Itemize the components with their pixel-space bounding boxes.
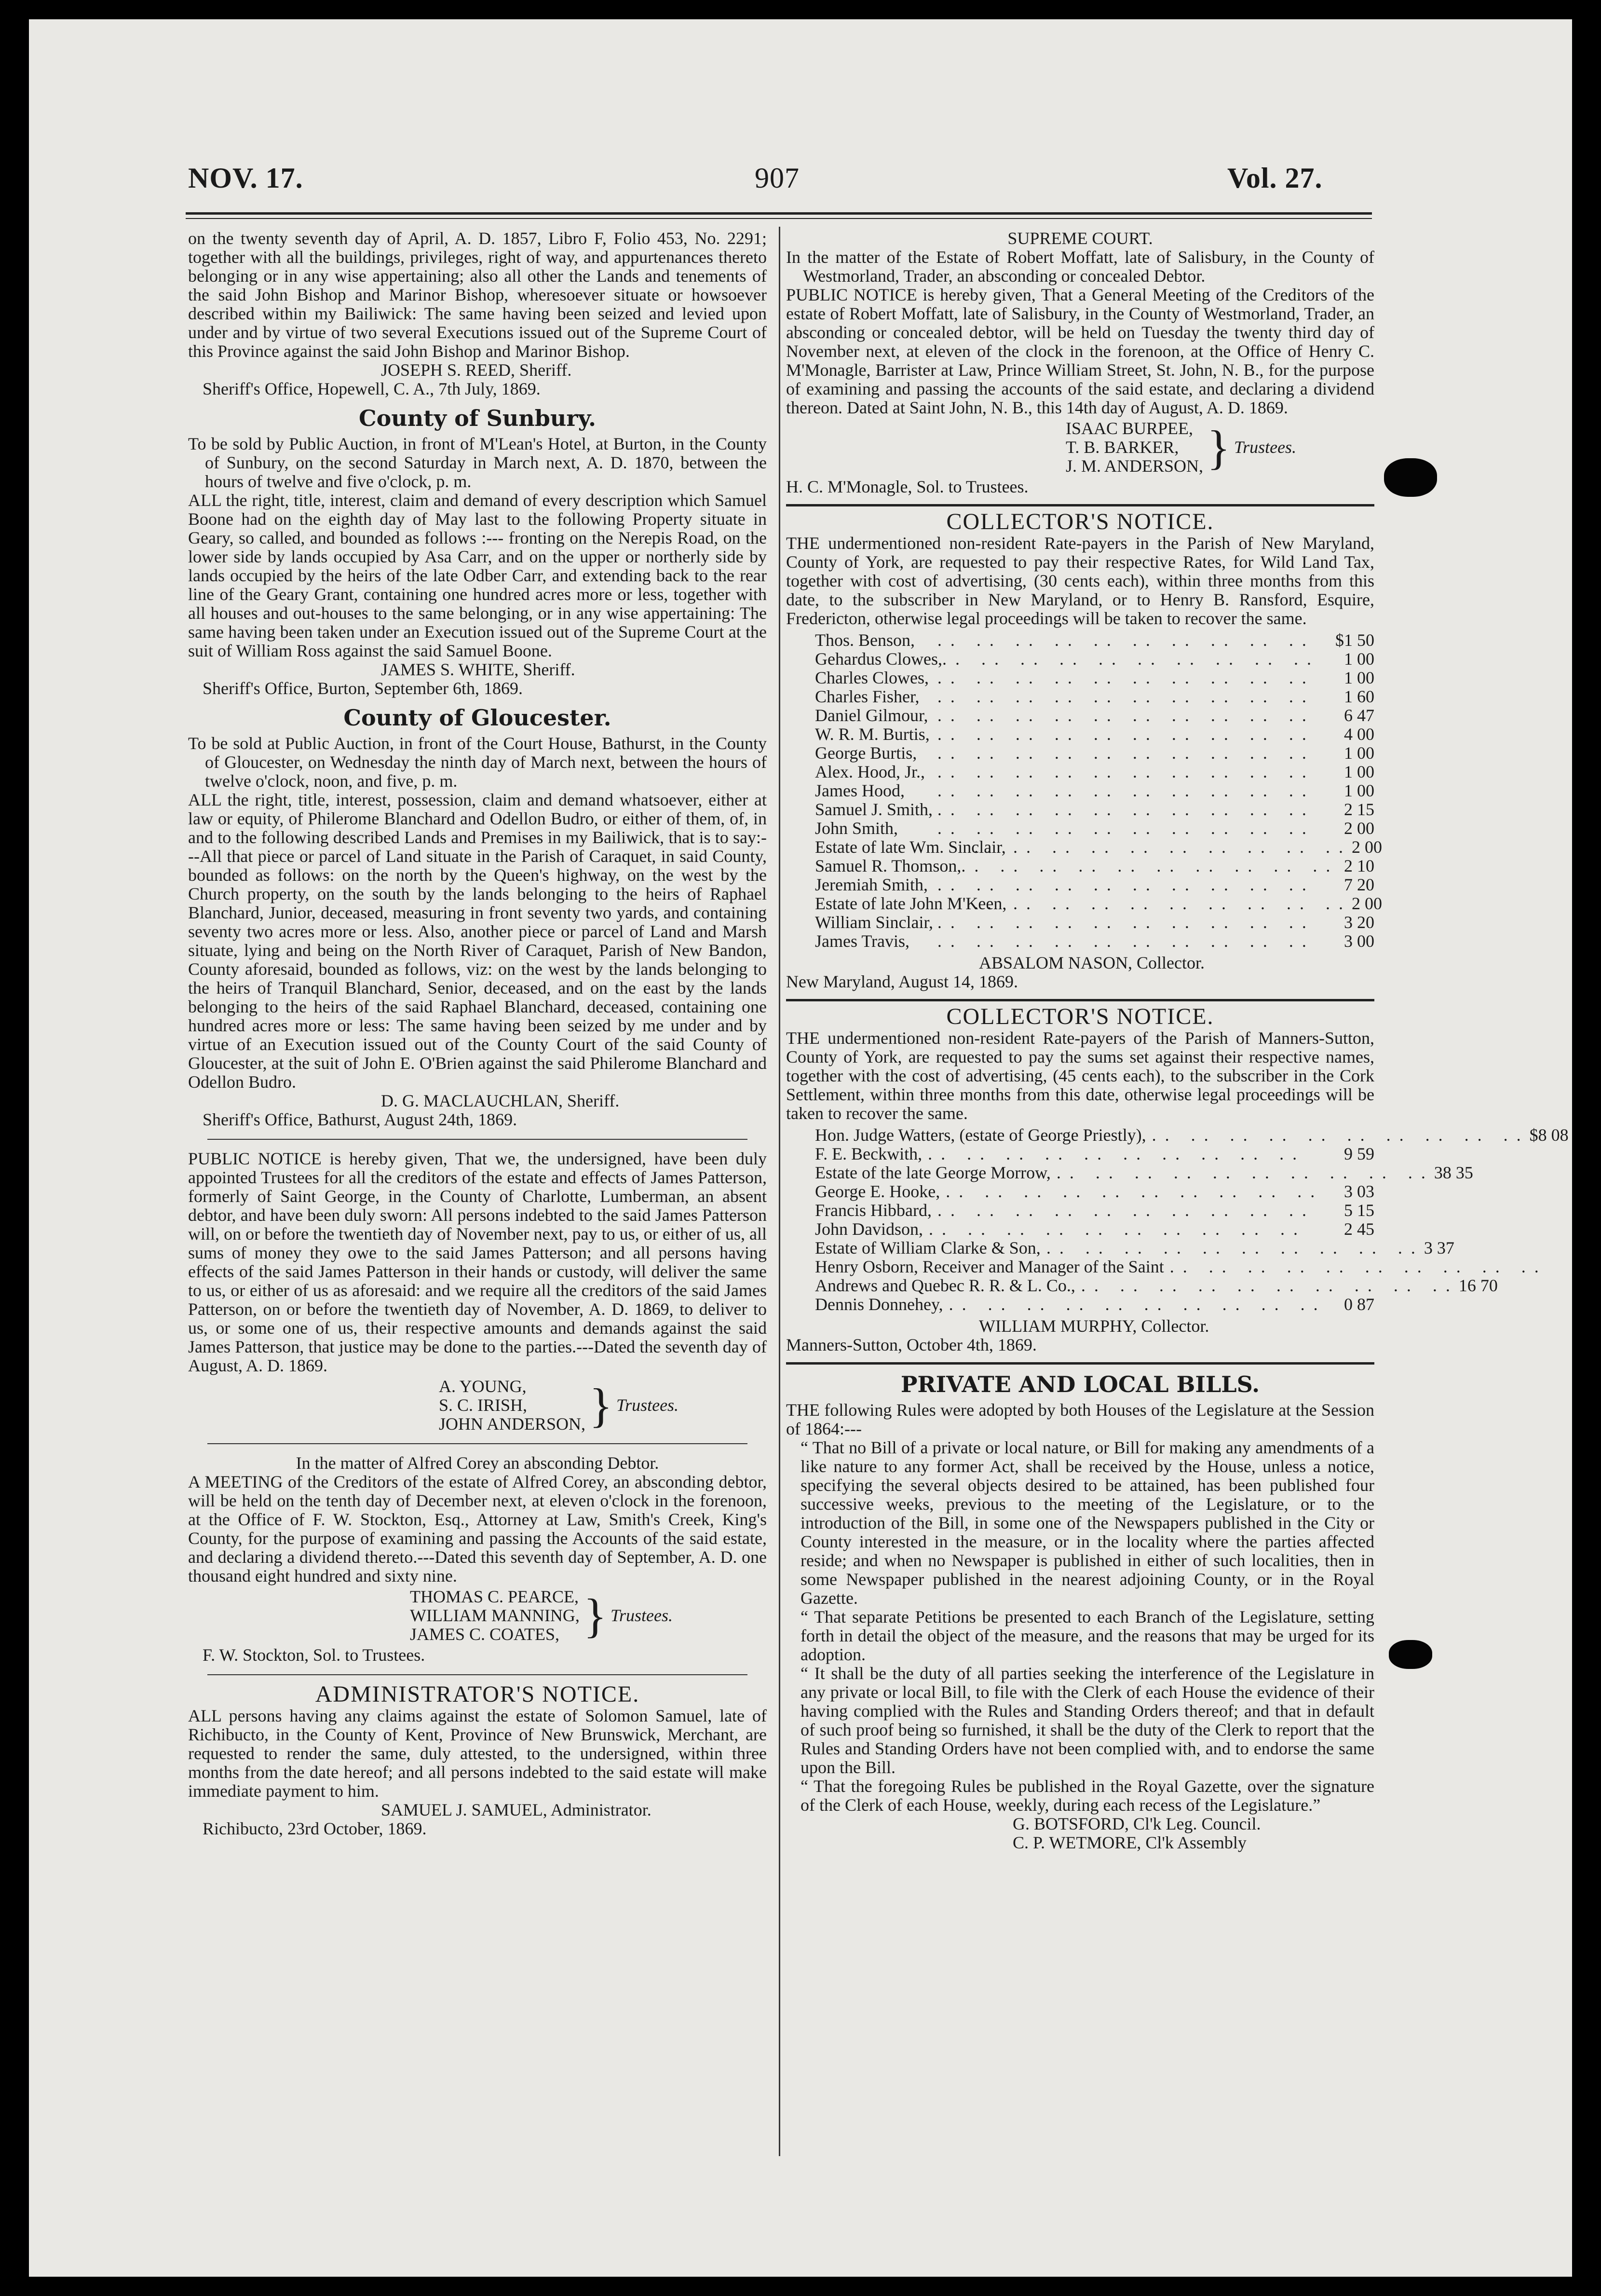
ratepayer-row (815, 763, 1374, 781)
ratepayer-name: John Davidson, (815, 1219, 923, 1239)
ratepayer-row (815, 875, 1374, 894)
rate-amount: 38 35 (1434, 1163, 1473, 1182)
administrator-heading: ADMINISTRATOR'S NOTICE. (315, 1681, 640, 1707)
ratepayer-name: Gehardus Clowes, (815, 649, 942, 669)
leader-dots: .. .. .. .. .. .. .. .. .. .. (937, 913, 1315, 932)
separator (786, 999, 1374, 1001)
bishop-notice-text: on the twenty seventh day of April, A. D. 1857, Libro F, Folio 453, No. 2291; together with all the buildings, privileges, right of way, and appurtenances thereto belonging or in any wise appertaining; also all other the Lands and tenements of the said John Bishop and Marinor Bishop, wheresoever situate or howsoever described within my Bailiwick: The same having been seized and levied upon under and by virtue of two several Executions issued out of the Supreme Court of this Province against the said John Bishop and Marinor Bishop. (188, 229, 767, 361)
trustee-name: T. B. BARKER, (1066, 437, 1179, 457)
trustees-label: Trustees. (1234, 437, 1297, 457)
bills-rule-3: “ It shall be the duty of all parties seeking the interference of the Legislature in any private or local Bill, to file with the Clerk of each House the evidence of their having complied with the Rules and Standing Orders thereof; and that in default of such proof being so furnished, it shall be the duty of the Clerk to report that the Rules and Standing Orders have not been complied with, and to endorse the same upon the Bill. (800, 1664, 1374, 1777)
leader-dots: .. .. .. .. .. .. .. .. .. .. (961, 856, 1339, 875)
rate-amount: 4 00 (1344, 724, 1374, 744)
sunbury-heading: County of Sunbury. (358, 405, 597, 431)
ratepayer-row (815, 913, 1374, 932)
ratepayer-row (815, 1276, 1498, 1295)
separator (207, 1674, 747, 1675)
ratepayer-row (815, 1295, 1374, 1314)
ratepayer-list-1 (815, 630, 1382, 951)
ratepayer-name: W. R. M. Burtis, (815, 724, 930, 744)
leader-dots: .. .. .. .. .. .. .. .. .. .. (929, 1219, 1306, 1239)
rate-amount: 1 60 (1344, 687, 1374, 706)
leader-dots: .. .. .. .. .. .. .. .. .. .. (937, 1201, 1315, 1220)
collector-notice-1: THE undermentioned non-resident Rate-payers in the Parish of New Maryland, County of York, are requested to pay their respective Rates, for Wild Land Tax, together with cost of advertising, (30 cents each), within three months from this date, to the subscriber in New Maryland, or to Henry B. Ransford, Esquire, Fredericton, otherwise legal proceedings will be taken to recover the same. (786, 533, 1374, 628)
botsford-signature: G. BOTSFORD, Cl'k Leg. Council. (1013, 1814, 1261, 1833)
brace: } (1207, 420, 1231, 474)
ratepayer-name: James Travis, (815, 931, 910, 951)
ratepayer-name: Alex. Hood, Jr., (815, 762, 925, 781)
rate-amount: 2 15 (1344, 800, 1374, 819)
leader-dots: .. .. .. .. .. .. .. .. .. .. (1046, 1238, 1424, 1257)
leader-dots: .. .. .. .. .. .. .. .. .. .. (937, 743, 1315, 763)
ratepayer-row (815, 669, 1374, 687)
ratepayer-name: Dennis Donnehey, (815, 1295, 943, 1314)
moffatt-matter: In the matter of the Estate of Robert Moffatt, late of Salisbury, in the County of Westmorland, Trader, an absconding or concealed Debtor. (786, 247, 1374, 286)
ratepayer-row (815, 1125, 1569, 1145)
corey-solicitor: F. W. Stockton, Sol. to Trustees. (203, 1645, 425, 1665)
trustee-name: ISAAC BURPEE, (1066, 419, 1194, 438)
patterson-notice: PUBLIC NOTICE is hereby given, That we, the undersigned, have been duly appointed Trustees for all the creditors of the estate and effects of James Patterson, formerly of Saint George, in the County of Charlotte, Lumberman, an absent debtor, and have been duly sworn: All persons indebted to the said James Patterson will, on or before the twentieth day of November next, pay to us, or either of us, all sums of money they owe to the said James Patterson; and all persons having effects of the said James Patterson in their hands or custody, will deliver the same to us, or either of us as aforesaid: and we require all the creditors of the said James Patterson, on or before the twentieth day of November, A. D. 1869, to deliver to us, or some one of us, their respective amounts and demands against the said James Patterson, that justice may be done to the parties.---Dated the seventh day of August, A. D. 1869. (188, 1149, 767, 1375)
rate-amount: 1 00 (1344, 762, 1374, 781)
leader-dots: .. .. .. .. .. .. .. .. .. .. (937, 724, 1315, 744)
trustees-label: Trustees. (616, 1395, 679, 1415)
leader-dots: .. .. .. .. .. .. .. .. .. .. (946, 1182, 1324, 1201)
rate-amount: 9 59 (1344, 1144, 1374, 1163)
ratepayer-name: Estate of late John M'Keen, (815, 894, 1007, 913)
trustees-label: Trustees. (610, 1606, 673, 1625)
separator (786, 1362, 1374, 1365)
burton-office: Sheriff's Office, Burton, September 6th, 1869. (203, 679, 523, 698)
bills-rule-2: “ That separate Petitions be presented to each Branch of the Legislature, setting forth in detail the object of the measure, and the reasons that may be urged for its adoption. (800, 1607, 1374, 1664)
ratepayer-name: Jeremiah Smith, (815, 875, 928, 894)
rate-amount: 3 00 (1344, 931, 1374, 951)
leader-dots: .. .. .. .. .. .. .. .. .. .. (942, 649, 1320, 669)
brace: } (589, 1378, 613, 1432)
ratepayer-name: Andrews and Quebec R. R. & L. Co., (815, 1276, 1075, 1295)
ratepayer-row (815, 706, 1374, 725)
brace: } (583, 1588, 607, 1642)
corey-heading: In the matter of Alfred Corey an absconding Debtor. (296, 1453, 659, 1473)
white-signature: JAMES S. WHITE, Sheriff. (381, 660, 575, 679)
leader-dots: .. .. .. .. .. .. .. .. .. .. (937, 762, 1315, 781)
ratepayer-name: Thos. Benson, (815, 630, 915, 650)
leader-dots: .. .. .. .. .. .. .. .. .. .. (974, 837, 1352, 857)
ratepayer-row (815, 1257, 1547, 1276)
leader-dots: .. .. .. .. .. .. .. .. .. .. (937, 875, 1315, 894)
ratepayer-row (815, 1145, 1374, 1163)
ratepayer-row (815, 1201, 1374, 1220)
rate-amount: 1 00 (1344, 668, 1374, 687)
ratepayer-row (815, 1220, 1374, 1239)
moffatt-notice: PUBLIC NOTICE is hereby given, That a General Meeting of the Creditors of the estate of Robert Moffatt, late of Salisbury, in the County of Westmorland, Trader, an absconding or concealed debtor, will be held on Tuesday the twenty third day of November next, at eleven of the clock in the forenoon, at the Office of Henry C. M'Monagle, Barrister at Law, Prince William Street, St. John, N. B., for the purpose of examining and passing the accounts of the said estate, and declaring a dividend thereon. Dated at Saint John, N. B., this 14th day of August, A. D. 1869. (786, 285, 1374, 417)
administrator-notice: ALL persons having any claims against the estate of Solomon Samuel, late of Richibucto, in the County of Kent, Province of New Brunswick, Merchant, are requested to render the same, duly attested, to the undersigned, within three months from the date hereof; and all persons indebted to the said estate will make immediate payment to him. (188, 1706, 767, 1801)
leader-dots: .. .. .. .. .. .. .. .. .. .. (937, 668, 1315, 687)
rate-amount: 3 20 (1344, 913, 1374, 932)
ratepayer-name: Hon. Judge Watters, (estate of George Priestly), (815, 1125, 1146, 1145)
ratepayer-name: Charles Fisher, (815, 687, 920, 706)
trustee-name: S. C. IRISH, (439, 1395, 528, 1415)
leader-dots: .. .. .. .. .. .. .. .. .. .. (937, 800, 1315, 819)
ratepayer-row (815, 687, 1374, 706)
leader-dots: .. .. .. .. .. .. .. .. .. .. (937, 630, 1315, 650)
gloucester-lead: To be sold at Public Auction, in front of the Court House, Bathurst, in the County of Gloucester, on Wednesday the ninth day of March next, between the hours of twelve o'clock, noon, and five, p. m. (188, 734, 767, 791)
ratepayer-name: Samuel R. Thomson, (815, 856, 962, 875)
trustee-name: J. M. ANDERSON, (1066, 456, 1204, 476)
rate-amount: $1 50 (1335, 630, 1374, 650)
leader-dots: .. .. .. .. .. .. .. .. .. .. (974, 894, 1352, 913)
nason-signature: ABSALOM NASON, Collector. (979, 953, 1205, 972)
ratepayer-row (815, 819, 1374, 838)
ratepayer-row (815, 650, 1374, 669)
ratepayer-list-2 (815, 1125, 1569, 1314)
right-column (786, 229, 1569, 1852)
hopewell-office: Sheriff's Office, Hopewell, C. A., 7th July, 1869. (203, 379, 541, 398)
separator (207, 1443, 747, 1444)
ratepayer-row (815, 894, 1382, 913)
maclauchlan-signature: D. G. MACLAUCHLAN, Sheriff. (381, 1091, 620, 1110)
rate-amount: 3 37 (1424, 1238, 1454, 1257)
ratepayer-name: George E. Hooke, (815, 1182, 940, 1201)
private-bills-heading: PRIVATE AND LOCAL BILLS. (900, 1371, 1260, 1397)
corey-notice: A MEETING of the Creditors of the estate of Alfred Corey, an absconding debtor, will be held on the tenth day of December next, at eleven o'clock in the forenoon, at the Office of F. W. Stockton, Esq., Attorney at Law, Smith's Creek, King's County, for the purpose of examining and passing the Accounts of the said estate, and declaring a dividend thereto.---Dated this seventh day of September, A. D. one thousand eight hundred and sixty nine. (188, 1472, 767, 1585)
ratepayer-row (815, 837, 1382, 857)
wetmore-signature: C. P. WETMORE, Cl'k Assembly (1013, 1833, 1247, 1852)
ratepayer-row (815, 1238, 1454, 1257)
bills-intro: THE following Rules were adopted by both Houses of the Legislature at the Session of 1864:--- (786, 1400, 1374, 1438)
leader-dots: .. .. .. .. .. .. .. .. .. .. (937, 706, 1315, 725)
ratepayer-row (815, 631, 1374, 650)
collector-notice-2: THE undermentioned non-resident Rate-payers of the Parish of Manners-Sutton, County of York, are requested to pay the sums set against their respective names, together with the cost of advertising, (45 cents each), to the subscriber in the Cork Settlement, within three months from this date, otherwise legal proceedings will be taken to recover the same. (786, 1028, 1374, 1123)
leader-dots: .. .. .. .. .. .. .. .. .. .. (937, 819, 1315, 838)
ratepayer-name: William Sinclair, (815, 913, 934, 932)
samuel-signature: SAMUEL J. SAMUEL, Administrator. (381, 1800, 651, 1819)
leader-dots: .. .. .. .. .. .. .. .. .. .. (1169, 1257, 1547, 1276)
ratepayer-row (815, 1163, 1473, 1182)
header-rule (186, 212, 1372, 215)
rate-amount: 16 70 (1458, 1276, 1498, 1295)
rate-amount: 1 00 (1344, 743, 1374, 763)
murphy-signature: WILLIAM MURPHY, Collector. (979, 1316, 1209, 1336)
rate-amount: 2 00 (1352, 837, 1382, 857)
ratepayer-row (815, 781, 1374, 800)
bathurst-office: Sheriff's Office, Bathurst, August 24th, 1869. (203, 1110, 517, 1129)
ratepayer-name: Estate of William Clarke & Son, (815, 1238, 1041, 1257)
leader-dots: .. .. .. .. .. .. .. .. .. .. (1056, 1163, 1434, 1182)
ratepayer-row (815, 932, 1374, 951)
sunbury-body: ALL the right, title, interest, claim and demand of every description which Samuel Boone had on the eighth day of May last to the following Property situate in Geary, so called, and bounded as follows :--- fronting on the Nerepis Road, on the lower side by lands occupied by Asa Carr, and on the upper or northerly side by lands occupied by the heirs of the late Odber Carr, and extending back to the rear line of the Geary Grant, containing one hundred acres more or less, together with all houses and out-houses to the same belonging, or in any wise appertaining: The same having been taken under an Execution issued out of the Supreme Court at the suit of William Ross against the said Samuel Boone. (188, 491, 767, 660)
header-rule-thin (186, 218, 1372, 219)
ink-blot (1384, 458, 1437, 497)
separator (786, 504, 1374, 506)
trustee-name: JAMES C. COATES, (410, 1625, 560, 1644)
gloucester-heading: County of Gloucester. (343, 705, 611, 731)
rate-amount: 2 00 (1352, 894, 1382, 913)
ratepayer-name: Estate of late Wm. Sinclair, (815, 837, 1006, 857)
left-column (188, 229, 767, 1838)
sunbury-lead: To be sold by Public Auction, in front of M'Lean's Hotel, at Burton, in the County of Sunbury, on the second Saturday in March next, A. D. 1870, between the hours of twelve and five o'clock, p. m. (188, 434, 767, 491)
ink-blot (1389, 1640, 1432, 1669)
column-divider (779, 227, 780, 2156)
rate-amount: 6 47 (1344, 706, 1374, 725)
corey-trustees (188, 1587, 767, 1644)
new-maryland-place: New Maryland, August 14, 1869. (786, 972, 1018, 991)
issue-date: NOV. 17. (188, 162, 303, 194)
rate-amount: 0 87 (1344, 1295, 1374, 1314)
leader-dots: .. .. .. .. .. .. .. .. .. .. (949, 1295, 1327, 1314)
ratepayer-name: Henry Osborn, Receiver and Manager of the Saint (815, 1257, 1164, 1276)
ratepayer-name: James Hood, (815, 781, 905, 800)
rate-amount: 3 03 (1344, 1182, 1374, 1201)
ratepayer-name: Daniel Gilmour, (815, 706, 928, 725)
supreme-court-heading: SUPREME COURT. (1007, 229, 1153, 248)
gloucester-body: ALL the right, title, interest, possession, claim and demand whatsoever, either at law or equity, of Philerome Blanchard and Odellon Budro, or either of them, of, in and to the following described Lands and Premises in my Bailiwick, that is to say:---All that piece or parcel of Land situate in the Parish of Caraquet, in said County, bounded as follows: on the north by the Queen's highway, on the west by the Church property, on the south by the lands belonging to the heirs of Raphael Blanchard, Junior, deceased, measuring in front seventy two yards, and containing seventy two acres more or less. Also, another piece or parcel of Land and Marsh situate, lying and being on the North River of Caraquet, Parish of New Bandon, County aforesaid, bounded as follows, viz: on the west by the lands belonging to the heirs of Tranquil Blanchard, Senior, deceased, and on the east by the lands belonging to the heirs of the said Raphael Blanchard, deceased, containing one hundred acres more or less: The same having been seized by me under and by virtue of an Execution issued out of the County Court of the said County of Gloucester, at the suit of John E. O'Brien against the said Philerome Blanchard and Odellon Budro. (188, 790, 767, 1092)
moffatt-solicitor: H. C. M'Monagle, Sol. to Trustees. (786, 477, 1029, 496)
rate-amount: 2 10 (1344, 856, 1374, 875)
ratepayer-row (815, 800, 1374, 819)
rate-amount: 1 00 (1344, 649, 1374, 669)
separator (207, 1139, 747, 1140)
moffatt-trustees (786, 419, 1374, 476)
ratepayer-row (815, 857, 1374, 875)
ratepayer-name: Francis Hibbard, (815, 1201, 932, 1220)
leader-dots: .. .. .. .. .. .. .. .. .. .. (937, 781, 1315, 800)
bills-rule-1: “ That no Bill of a private or local nature, or Bill for making any amendments of a like nature to any former Act, shall be received by the House, unless a notice, specifying the several objects desired to be attained, has been published four successive weeks, previous to the meeting of the Legislature, or to the introduction of the Bill, in some one of the Newspapers published in the City or County interested in the measure, or in the locality where the parties affected reside; and when no Newspaper is published in either of such localities, then in some Newspaper published in the nearest adjoining County, or in the Royal Gazette. (800, 1438, 1374, 1608)
rate-amount: 1 00 (1344, 781, 1374, 800)
ratepayer-row (815, 725, 1374, 744)
rate-amount: 5 15 (1344, 1201, 1374, 1220)
ratepayer-name: Estate of the late George Morrow, (815, 1163, 1051, 1182)
trustee-name: THOMAS C. PEARCE, (410, 1587, 579, 1606)
collector-heading-1: COLLECTOR'S NOTICE. (946, 509, 1214, 534)
leader-dots: .. .. .. .. .. .. .. .. .. .. (928, 1144, 1306, 1163)
ratepayer-row (815, 744, 1374, 763)
richibucto-place: Richibucto, 23rd October, 1869. (203, 1819, 427, 1838)
leader-dots: .. .. .. .. .. .. .. .. .. .. (937, 931, 1315, 951)
rate-amount: 7 20 (1344, 875, 1374, 894)
ratepayer-name: Samuel J. Smith, (815, 800, 933, 819)
patterson-trustees (188, 1377, 767, 1434)
trustee-name: A. YOUNG, (439, 1377, 527, 1396)
leader-dots: .. .. .. .. .. .. .. .. .. .. (937, 687, 1315, 706)
rate-amount: $8 08 (1529, 1125, 1569, 1145)
rate-amount: 2 45 (1344, 1219, 1374, 1239)
manners-sutton-place: Manners-Sutton, October 4th, 1869. (786, 1335, 1037, 1354)
leader-dots: .. .. .. .. .. .. .. .. .. .. (1081, 1276, 1459, 1295)
volume-number: Vol. 27. (1227, 162, 1323, 194)
ratepayer-name: John Smith, (815, 819, 898, 838)
trustee-name: WILLIAM MANNING, (410, 1606, 580, 1625)
collector-heading-2: COLLECTOR'S NOTICE. (946, 1004, 1214, 1029)
bills-rule-4: “ That the foregoing Rules be published in the Royal Gazette, over the signature of the Clerk of each House, weekly, during each recess of the Legislature.” (800, 1777, 1374, 1815)
leader-dots: .. .. .. .. .. .. .. .. .. .. (1152, 1125, 1530, 1145)
rate-amount: 2 00 (1344, 819, 1374, 838)
ratepayer-name: George Burtis, (815, 743, 917, 763)
trustee-name: JOHN ANDERSON, (439, 1414, 586, 1434)
ratepayer-row (815, 1182, 1374, 1201)
page-number: 907 (755, 162, 800, 194)
reed-signature: JOSEPH S. REED, Sheriff. (381, 360, 572, 380)
ratepayer-name: Charles Clowes, (815, 668, 929, 687)
ratepayer-name: F. E. Beckwith, (815, 1144, 923, 1163)
